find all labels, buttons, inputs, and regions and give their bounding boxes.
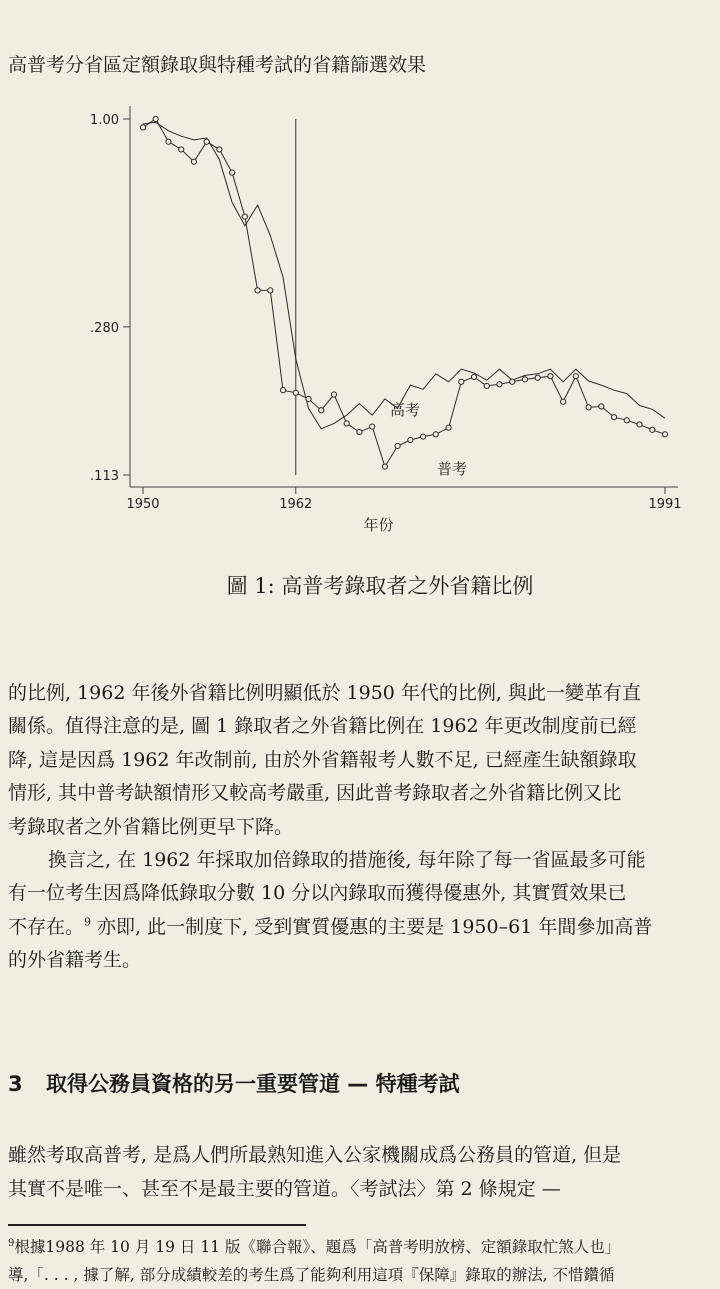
data-point [242, 214, 247, 219]
data-point [561, 399, 566, 404]
data-point [357, 429, 362, 434]
footnote-ref[interactable]: 9 [84, 915, 92, 929]
data-point [370, 424, 375, 429]
data-point [331, 392, 336, 397]
text-line: 換言之, 在 1962 年採取加倍錄取的措施後, 每年除了每一省區最多可能 [48, 848, 646, 871]
data-point [420, 434, 425, 439]
data-point [637, 422, 642, 427]
data-point [433, 432, 438, 437]
data-point [319, 408, 324, 413]
data-point [497, 382, 502, 387]
text-span: 不存在。 [8, 915, 85, 938]
data-point [471, 374, 476, 379]
data-point [510, 379, 515, 384]
data-point [153, 116, 158, 121]
data-point [408, 437, 413, 442]
running-header: 高普考分省區定額錄取與特種考試的省籍篩選效果 [8, 54, 427, 76]
text-line: 關係。值得注意的是, 圖 1 錄取者之外省籍比例在 1962 年更改制度前已經 [8, 715, 637, 738]
text-line: 雖然考取高普考, 是爲人們所最熟知進入公家機關成爲公務員的管道, 但是 [8, 1144, 622, 1166]
data-point [599, 404, 604, 409]
text-line: 情形, 其中普考缺額情形又較高考嚴重, 因此普考錄取者之外省籍比例又比 [8, 782, 622, 805]
data-point [293, 390, 298, 395]
data-point [306, 396, 311, 401]
data-point [459, 379, 464, 384]
footnote [8, 1233, 620, 1289]
data-point [255, 288, 260, 293]
chart [0, 95, 720, 545]
data-point [650, 427, 655, 432]
footnote-marker: 9 [8, 1237, 15, 1249]
x-tick-label: 1962 [279, 497, 313, 512]
data-point [573, 374, 578, 379]
data-point [268, 288, 273, 293]
data-point [548, 374, 553, 379]
y-tick-label: .113 [90, 469, 119, 484]
section-number: 3 [8, 1072, 23, 1096]
figure-1 [0, 95, 720, 545]
text-line: 考錄取者之外省籍比例更早下降。 [8, 815, 294, 838]
text-line: 有一位考生因爲降低錄取分數 10 分以內錄取而獲得優惠外, 其實質效果已 [8, 882, 627, 905]
data-point [280, 388, 285, 393]
text-span: 亦即, 此一制度下, 受到實質優惠的主要是 1950–61 年間參加高普 [91, 915, 653, 938]
data-point [179, 147, 184, 152]
text-line: 的外省籍考生。 [8, 949, 142, 972]
data-point [611, 415, 616, 420]
data-point [382, 464, 387, 469]
figure-caption: 圖 1: 高普考錄取者之外省籍比例 [226, 574, 534, 598]
data-point [395, 443, 400, 448]
data-point [446, 425, 451, 430]
data-point [217, 147, 222, 152]
y-tick-label: 1.00 [90, 113, 119, 128]
data-point [624, 418, 629, 423]
data-point [535, 375, 540, 380]
footnote-line: 導,「. . . , 據了解, 部分成績較差的考生爲了能夠利用這項『保障』錄取的辦法, 不惜鑽循 [8, 1266, 615, 1284]
x-tick-label: 1991 [648, 497, 682, 512]
x-tick-label: 1950 [126, 497, 160, 512]
body-paragraphs [8, 677, 720, 978]
data-point [230, 170, 235, 175]
footnote-text: 根據1988 年 10 月 19 日 11 版《聯合報》、題爲「高普考明放榜、定額錄取忙煞人也」 [14, 1238, 621, 1256]
x-axis-title: 年份 [363, 516, 394, 534]
data-point [344, 421, 349, 426]
section-paragraph [8, 1138, 621, 1206]
text-line [8, 911, 720, 944]
data-point [166, 139, 171, 144]
footnote-rule [8, 1224, 306, 1226]
series-label-2: 普考 [437, 460, 468, 478]
text-line: 降, 這是因爲 1962 年改制前, 由於外省籍報考人數不足, 已經產生缺額錄取 [8, 748, 637, 771]
data-point [662, 432, 667, 437]
footnote-line [8, 1233, 620, 1261]
data-point [191, 159, 196, 164]
text-line: 的比例, 1962 年後外省籍比例明顯低於 1950 年代的比例, 與此一變革有直 [8, 682, 641, 704]
text-line: 其實不是唯一、甚至不是最主要的管道。〈考試法〉第 2 條規定 — [8, 1178, 561, 1200]
section-heading [8, 1068, 460, 1098]
data-point [522, 377, 527, 382]
y-tick-label: .280 [90, 320, 119, 336]
data-point [586, 405, 591, 410]
data-point [204, 139, 209, 144]
section-title: 取得公務員資格的另一重要管道 — 特種考試 [46, 1072, 460, 1096]
series-label-1: 高考 [390, 401, 421, 419]
series-line-1 [143, 122, 665, 429]
data-point [484, 383, 489, 388]
data-point [140, 125, 145, 130]
